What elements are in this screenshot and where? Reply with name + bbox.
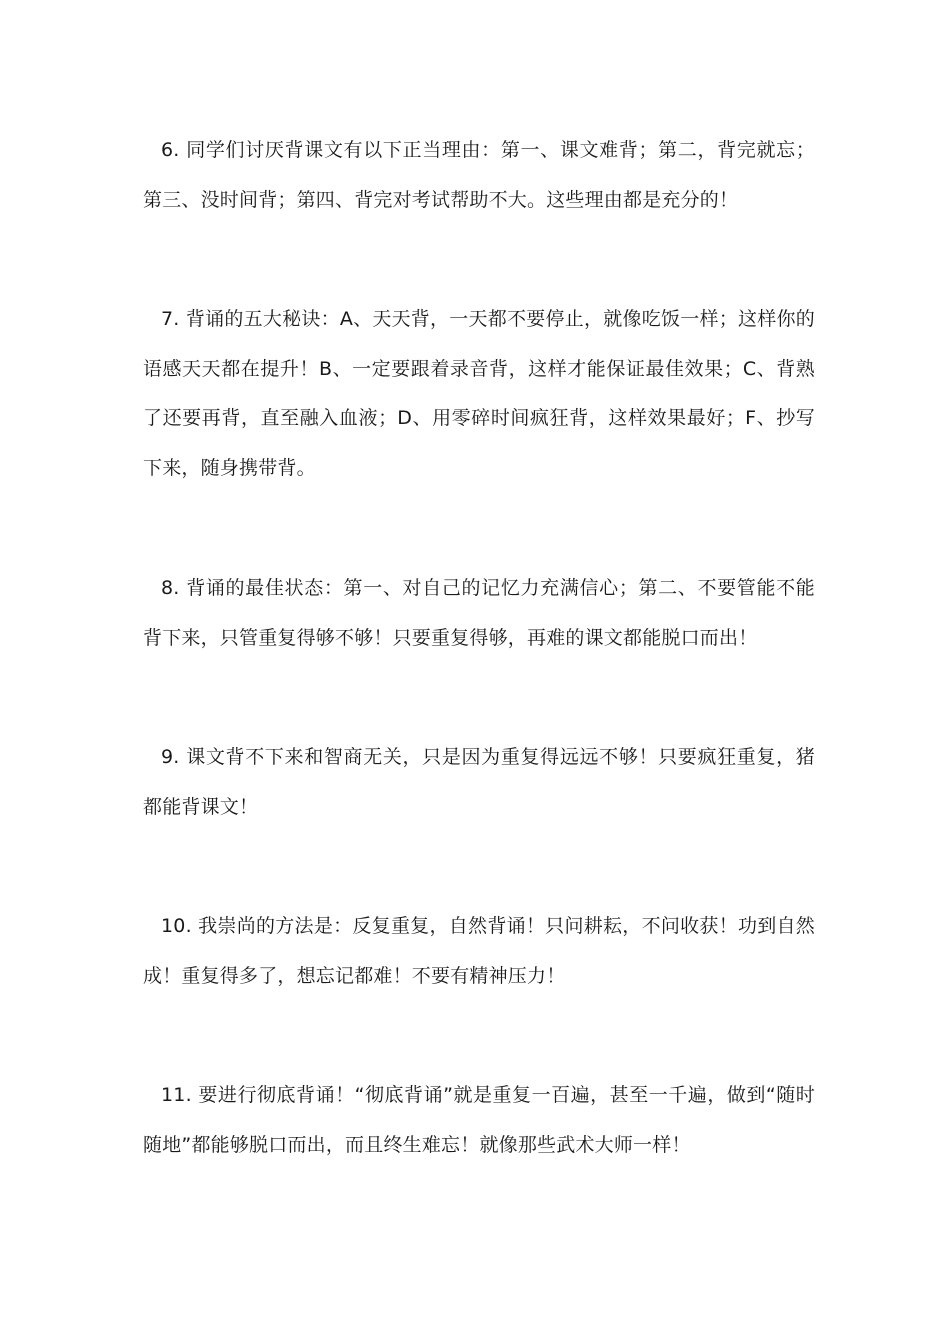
paragraph-text: 背诵的五大秘诀：A、天天背，一天都不要停止，就像吃饭一样；这样你的语感天天都在提升！B、一定要跟着录音背，这样才能保证最佳效果；C、背熟了还要再背，直至融入血液；D、用零碎时间疯狂背，这样效果最好；F、抄写下来，随身携带背。 bbox=[143, 308, 815, 479]
paragraph-number: 11. bbox=[161, 1084, 192, 1106]
paragraph-7 bbox=[143, 295, 815, 493]
paragraph-number: 10. bbox=[161, 915, 192, 937]
paragraph-6 bbox=[143, 126, 815, 225]
paragraph-text: 我崇尚的方法是：反复重复，自然背诵！只问耕耘，不问收获！功到自然成！重复得多了，想忘记都难！不要有精神压力！ bbox=[143, 915, 815, 987]
paragraph-text: 课文背不下来和智商无关，只是因为重复得远远不够！只要疯狂重复，猪都能背课文！ bbox=[143, 746, 815, 818]
paragraph-text: 要进行彻底背诵！“彻底背诵”就是重复一百遍，甚至一千遍，做到“随时随地”都能够脱口而出，而且终生难忘！就像那些武术大师一样！ bbox=[143, 1084, 815, 1156]
paragraph-text: 背诵的最佳状态：第一、对自己的记忆力充满信心；第二、不要管能不能背下来，只管重复得够不够！只要重复得够，再难的课文都能脱口而出！ bbox=[143, 577, 815, 649]
paragraph-number: 6. bbox=[161, 139, 180, 161]
paragraph-number: 7. bbox=[161, 308, 180, 330]
paragraph-11 bbox=[143, 1071, 815, 1170]
paragraph-9 bbox=[143, 733, 815, 832]
paragraph-text: 同学们讨厌背课文有以下正当理由：第一、课文难背；第二，背完就忘；第三、没时间背；第四、背完对考试帮助不大。这些理由都是充分的！ bbox=[143, 139, 815, 211]
paragraph-10 bbox=[143, 902, 815, 1001]
paragraph-number: 8. bbox=[161, 577, 180, 599]
paragraph-number: 9. bbox=[161, 746, 180, 768]
paragraph-8 bbox=[143, 564, 815, 663]
